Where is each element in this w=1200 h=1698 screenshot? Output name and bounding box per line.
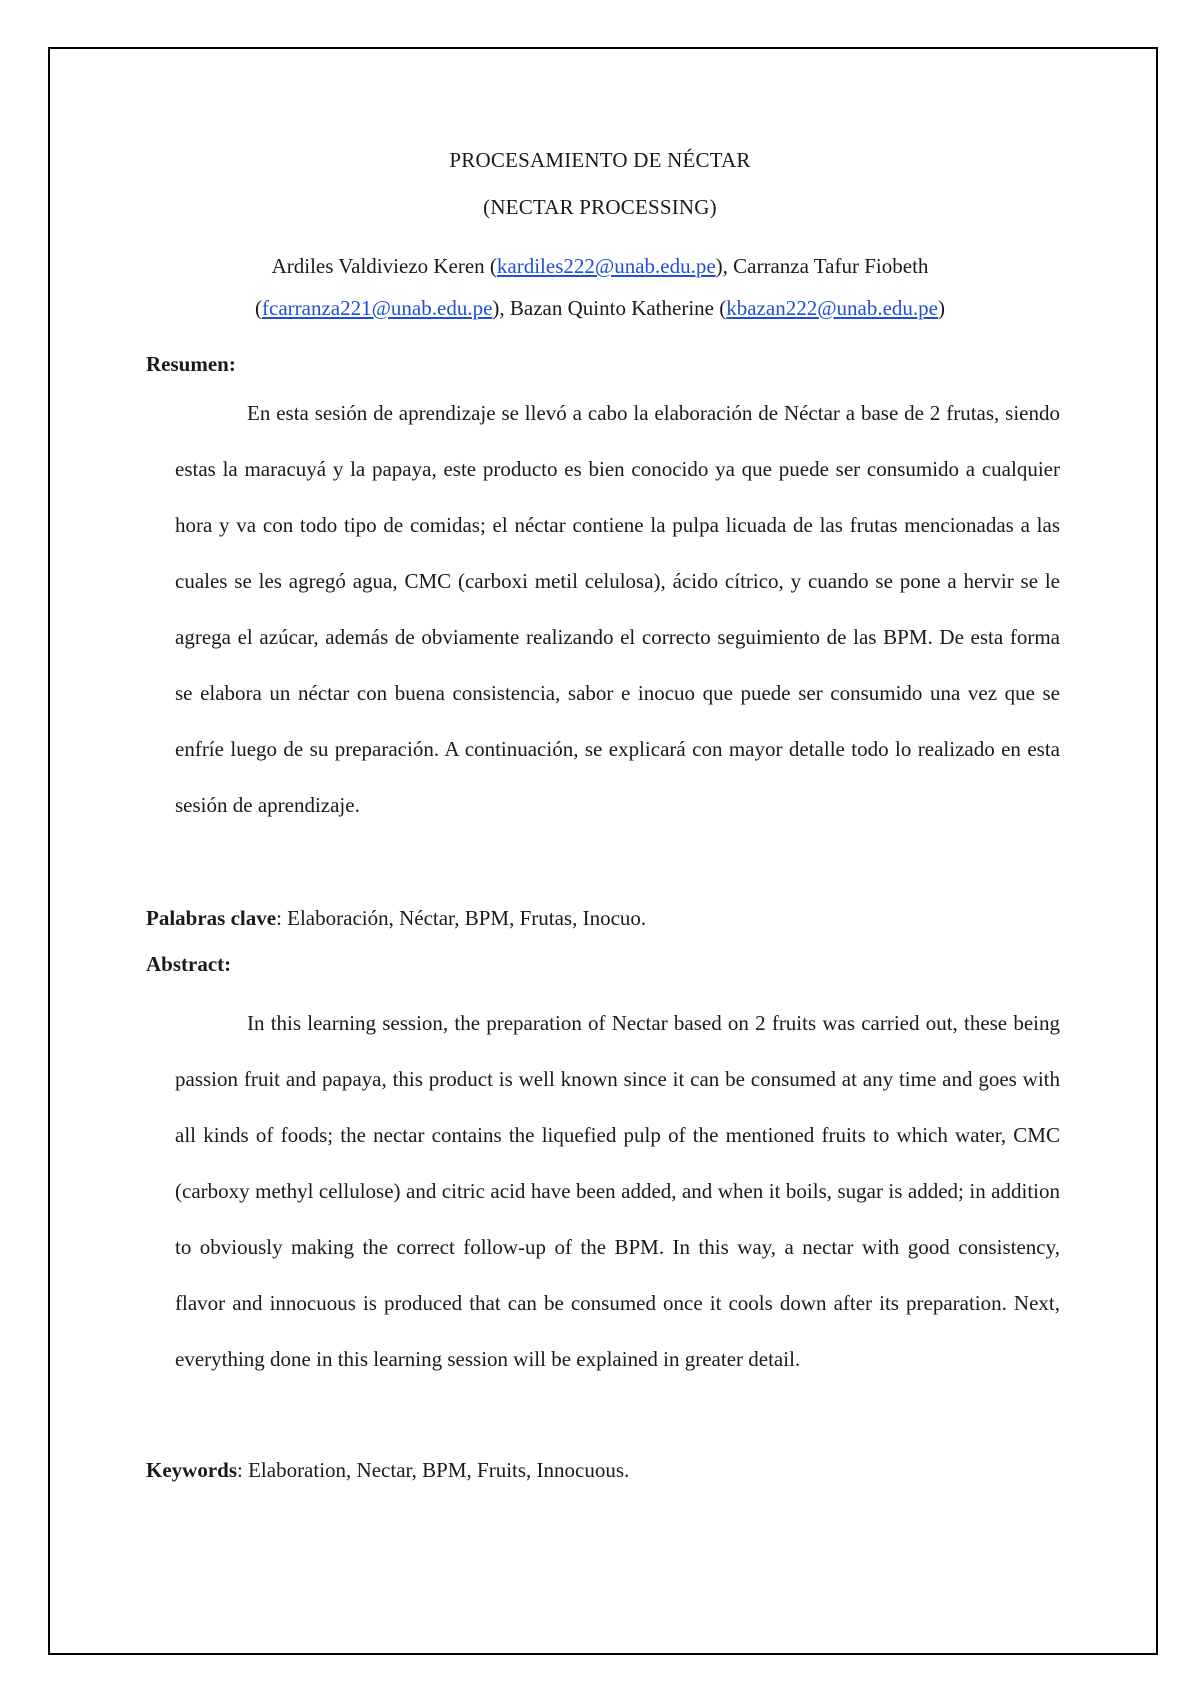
palabras-clave-line — [146, 906, 646, 931]
resumen-paragraph: En esta sesión de aprendizaje se llevó a cabo la elaboración de Néctar a base de 2 frutas, siendo estas la maracuyá y la papaya, este producto es bien conocido ya que puede ser consumido a cualquier hora y va con todo tipo de comidas; el néctar contiene la pulpa licuada de las frutas mencionadas a las cuales se les agregó agua, CMC (carboxi metil celulosa), ácido cítrico, y cuando se pone a hervir se le agrega el azúcar, además de obviamente realizando el correcto seguimiento de las BPM. De esta forma se elabora un néctar con buena consistencia, sabor e inocuo que puede ser consumido una vez que se enfríe luego de su preparación. A continuación, se explicará con mayor detalle todo lo realizado en esta sesión de aprendizaje. — [175, 401, 1060, 817]
title-spanish: PROCESAMIENTO DE NÉCTAR — [449, 148, 751, 172]
abstract-heading: Abstract: — [146, 952, 232, 976]
author-2-email-link[interactable]: fcarranza221@unab.edu.pe — [262, 296, 493, 320]
palabras-clave-values: : Elaboración, Néctar, BPM, Frutas, Inocuo. — [276, 906, 647, 930]
author-list — [150, 245, 1050, 329]
resumen-heading: Resumen: — [146, 352, 236, 376]
author-2-name: ), Carranza Tafur Fiobeth ( — [255, 254, 929, 320]
keywords-label: Keywords — [146, 1458, 237, 1482]
author-1-name: Ardiles Valdiviezo Keren ( — [271, 254, 497, 278]
palabras-clave-label: Palabras clave — [146, 906, 277, 930]
abstract-paragraph: In this learning session, the preparation of Nectar based on 2 fruits was carried out, these being passion fruit and papaya, this product is well known since it can be consumed at any time and goes with all kinds of foods; the nectar contains the liquefied pulp of the mentioned fruits to which water, CMC (carboxy methyl cellulose) and citric acid have been added, and when it boils, sugar is added; in addition to obviously making the correct follow-up of the BPM. In this way, a nectar with good consistency, flavor and innocuous is produced that can be consumed once it cools down after its preparation. Next, everything done in this learning session will be explained in greater detail. — [175, 1011, 1060, 1371]
title-english: (NECTAR PROCESSING) — [483, 195, 717, 219]
author-3-name: ), Bazan Quinto Katherine ( — [492, 296, 727, 320]
author-3-email-link[interactable]: kbazan222@unab.edu.pe — [726, 296, 938, 320]
keywords-values: : Elaboration, Nectar, BPM, Fruits, Innocuous. — [237, 1458, 630, 1482]
author-1-email-link[interactable]: kardiles222@unab.edu.pe — [496, 254, 716, 278]
keywords-line — [146, 1458, 629, 1483]
author-list-close: ) — [938, 296, 945, 320]
